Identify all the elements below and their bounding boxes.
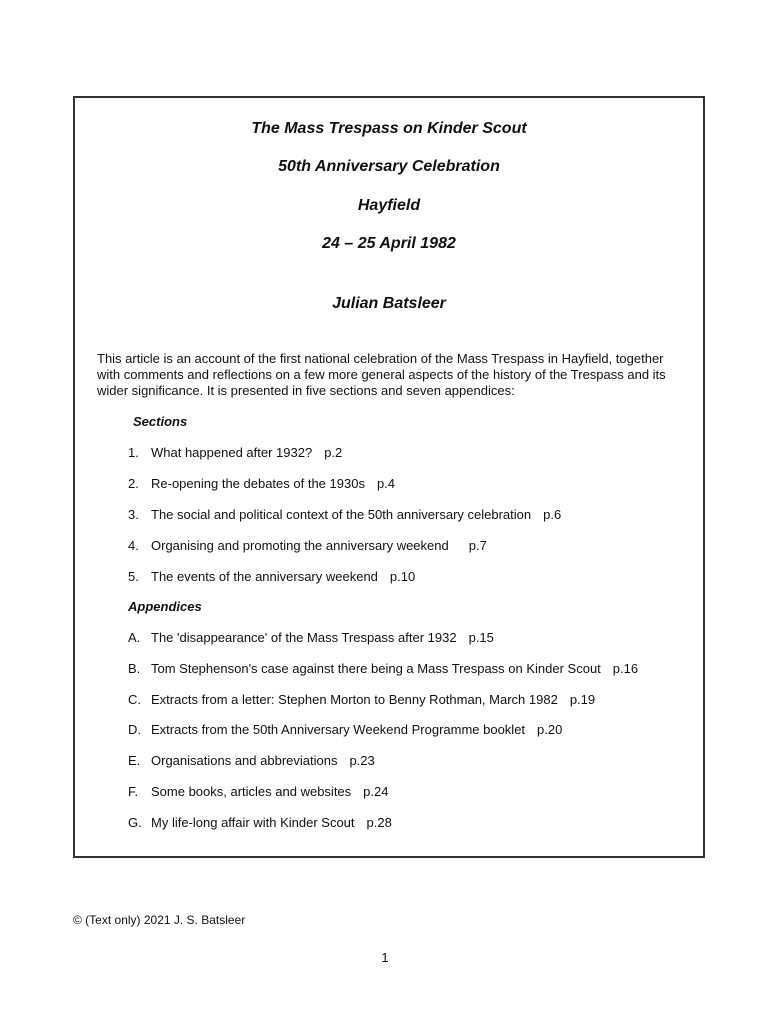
item-marker: B. — [128, 661, 141, 676]
document-title: The Mass Trespass on Kinder Scout — [251, 120, 527, 137]
item-marker: G. — [128, 815, 142, 830]
copyright-notice: © (Text only) 2021 J. S. Batsleer — [73, 913, 246, 927]
section-item — [128, 445, 342, 461]
item-page: p.24 — [363, 784, 389, 799]
page-number: 1 — [381, 950, 389, 965]
item-page: p.10 — [389, 569, 416, 584]
item-page: p.20 — [537, 722, 563, 737]
item-marker: A. — [128, 630, 141, 645]
item-page: p.19 — [569, 692, 596, 707]
appendix-item — [128, 630, 494, 646]
appendix-item — [128, 815, 392, 831]
appendix-item — [128, 692, 595, 708]
item-text: Extracts from the 50th Anniversary Weekend Programme booklet — [151, 722, 526, 737]
document-place: Hayfield — [357, 197, 421, 214]
item-page: p.2 — [324, 445, 343, 460]
item-text: The 'disappearance' of the Mass Trespass after 1932 — [151, 630, 457, 645]
item-text: The events of the anniversary weekend — [151, 569, 378, 584]
appendix-item — [128, 784, 388, 800]
item-marker: 4. — [128, 538, 139, 553]
item-marker: 2. — [128, 476, 139, 491]
item-text: Organising and promoting the anniversary weekend — [151, 538, 449, 553]
document-subtitle: 50th Anniversary Celebration — [278, 158, 500, 175]
item-page: p.15 — [468, 630, 494, 645]
appendix-item — [128, 661, 638, 677]
item-marker: 5. — [128, 569, 139, 584]
item-page: p.28 — [366, 815, 392, 830]
item-marker: E. — [128, 753, 141, 768]
item-page: p.6 — [543, 507, 562, 522]
item-text: Extracts from a letter: Stephen Morton to Benny Rothman, March 1982 — [151, 692, 558, 707]
section-item — [128, 569, 415, 585]
item-text: Re-opening the debates of the 1930s — [151, 476, 365, 491]
item-page: p.7 — [468, 538, 487, 553]
document-author: Julian Batsleer — [332, 295, 446, 312]
item-text: Organisations and abbreviations — [151, 753, 338, 768]
appendix-item — [128, 753, 375, 769]
item-marker: 1. — [128, 445, 139, 460]
item-text: The social and political context of the 50th anniversary celebration — [151, 507, 532, 522]
intro-paragraph: This article is an account of the first national celebration of the Mass Trespass in Hayfield, together with comments and reflections on a few more general aspects of the history of the Trespass and its wider significance. It is presented in five sections and seven appendices: — [97, 351, 666, 398]
item-text: Some books, articles and websites — [151, 784, 352, 799]
section-item — [128, 476, 395, 492]
item-text: Tom Stephenson's case against there being a Mass Trespass on Kinder Scout — [151, 661, 601, 676]
section-item — [128, 538, 487, 554]
item-page: p.16 — [612, 661, 639, 676]
section-item — [128, 507, 561, 523]
item-page: p.23 — [349, 753, 375, 768]
appendix-item — [128, 722, 562, 738]
item-marker: F. — [128, 784, 139, 799]
item-marker: D. — [128, 722, 141, 737]
item-marker: C. — [128, 692, 141, 707]
item-page: p.4 — [376, 476, 396, 491]
item-text: What happened after 1932? — [151, 445, 313, 460]
document-dates: 24 – 25 April 1982 — [322, 235, 456, 252]
item-text: My life-long affair with Kinder Scout — [151, 815, 355, 830]
appendices-heading: Appendices — [128, 599, 202, 614]
item-marker: 3. — [128, 507, 139, 522]
sections-heading: Sections — [133, 414, 188, 429]
